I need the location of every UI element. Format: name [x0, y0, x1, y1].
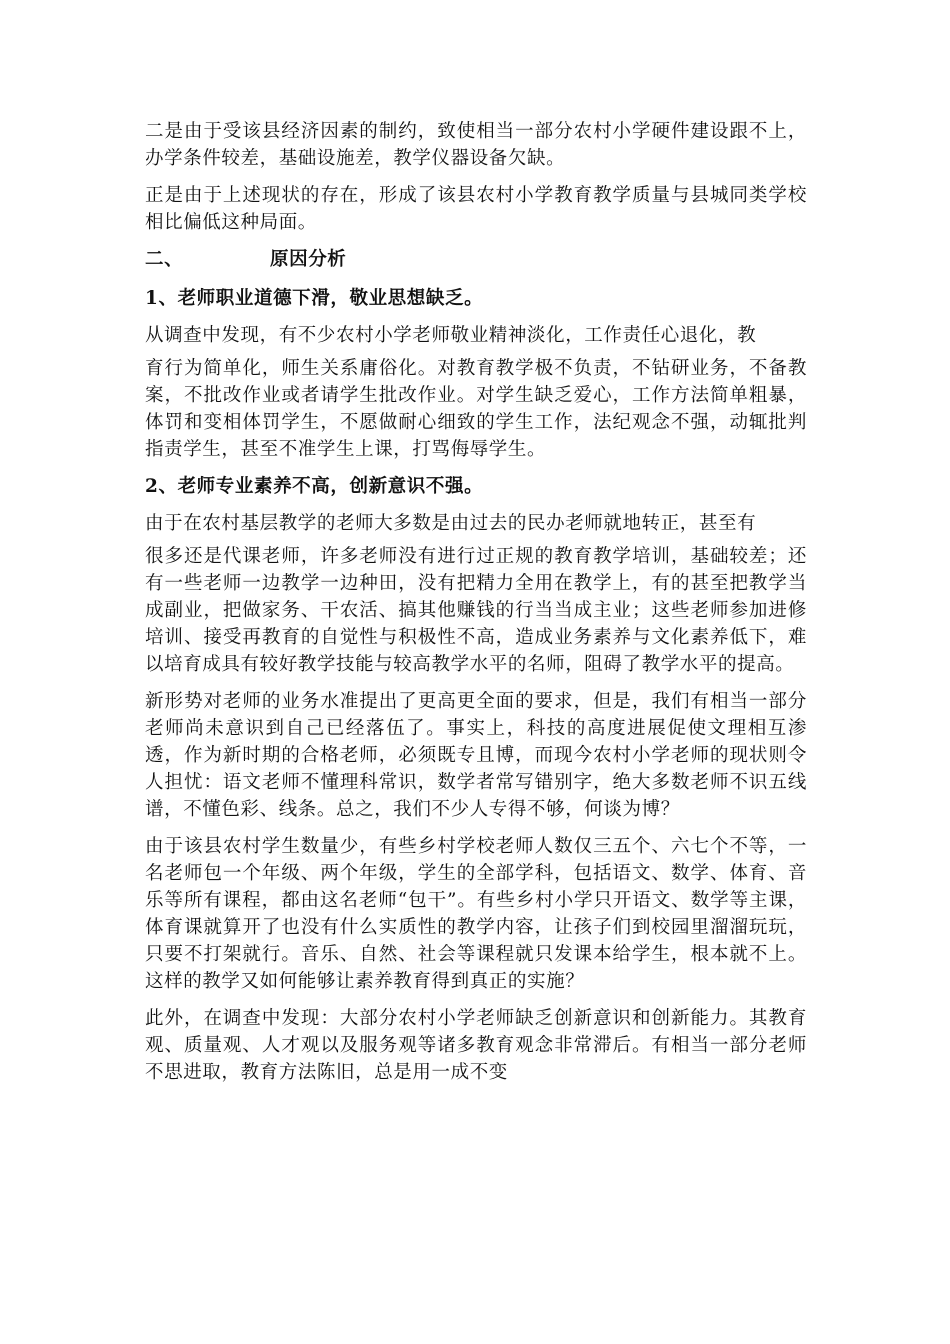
paragraph-new-requirements: 新形势对老师的业务水准提出了更高更全面的要求，但是，我们有相当一部分老师尚未意识到自己已经落伍了。事实上，科技的高度进展促使文理相互渗透，作为新时期的合格老师，必须既专且博，而现今农村小学老师的现状则令人担忧：语文老师不懂理科常识，数学者常写错别字，绝大多数老师不识五线谱，不懂色彩、线条。总之，我们不少人专得不够，何谈为博？ — [145, 691, 807, 820]
paragraph-ethics-detail: 育行为简单化，师生关系庸俗化。对教育教学极不负责，不钻研业务，不备教案，不批改作业或者请学生批改作业。对学生缺乏爱心，工作方法简单粗暴，体罚和变相体罚学生，不愿做耐心细致的学生工作，法纪观念不强，动辄批判指责学生，甚至不准学生上课，打骂侮辱学生。 — [145, 358, 807, 460]
paragraph-student-numbers: 由于该县农村学生数量少，有些乡村学校老师人数仅三五个、六七个不等，一名老师包一个年级、两个年级，学生的全部学科，包括语文、数学、体育、音乐等所有课程，都由这名老师“包干”。有些乡村小学只开语文、数学等主课，体育课就算开了也没有什么实质性的教学内容，让孩子们到校园里溜溜玩玩，只要不打架就行。音乐、自然、社会等课程就只发课本给学生，根本就不上。这样的教学又如何能够让素养教育得到真正的实施？ — [145, 836, 807, 992]
paragraph-teachers-origin: 由于在农村基层教学的老师大多数是由过去的民办老师就地转正，甚至有 — [145, 513, 757, 534]
section-number: 二、 — [145, 249, 184, 270]
paragraph-training: 很多还是代课老师，许多老师没有进行过正规的教育教学培训，基础较差；还有一些老师一边教学一边种田，没有把精力全用在教学上，有的甚至把教学当成副业，把做家务、干农活、搞其他赚钱的行当当成主业；这些老师参加进修培训、接受再教育的自觉性与积极性不高，造成业务素养与文化素养低下，难以培育成具有较好教学技能与较高教学水平的名师，阻碍了教学水平的提高。 — [145, 546, 807, 675]
section-title: 原因分析 — [270, 249, 347, 270]
section-heading-cause-analysis — [145, 246, 807, 273]
heading-ethics: 1、老师职业道德下滑，敬业思想缺乏。 — [145, 288, 484, 309]
paragraph-ethics-intro: 从调查中发现，有不少农村小学老师敬业精神淡化，工作责任心退化，教 — [145, 325, 757, 346]
heading-professionalism: 2、老师专业素养不高，创新意识不强。 — [145, 476, 484, 497]
paragraph-innovation: 此外，在调查中发现：大部分农村小学老师缺乏创新意识和创新能力。其教育观、质量观、人才观以及服务观等诸多教育观念非常滞后。有相当一部分老师不思进取，教育方法陈旧，总是用一成不变 — [145, 1008, 807, 1083]
paragraph-summary: 正是由于上述现状的存在，形成了该县农村小学教育教学质量与县城同类学校相比偏低这种局面。 — [145, 185, 807, 233]
paragraph-hardware: 二是由于受该县经济因素的制约，致使相当一部分农村小学硬件建设跟不上，办学条件较差，基础设施差，教学仪器设备欠缺。 — [145, 121, 807, 169]
document-body — [145, 118, 807, 1096]
